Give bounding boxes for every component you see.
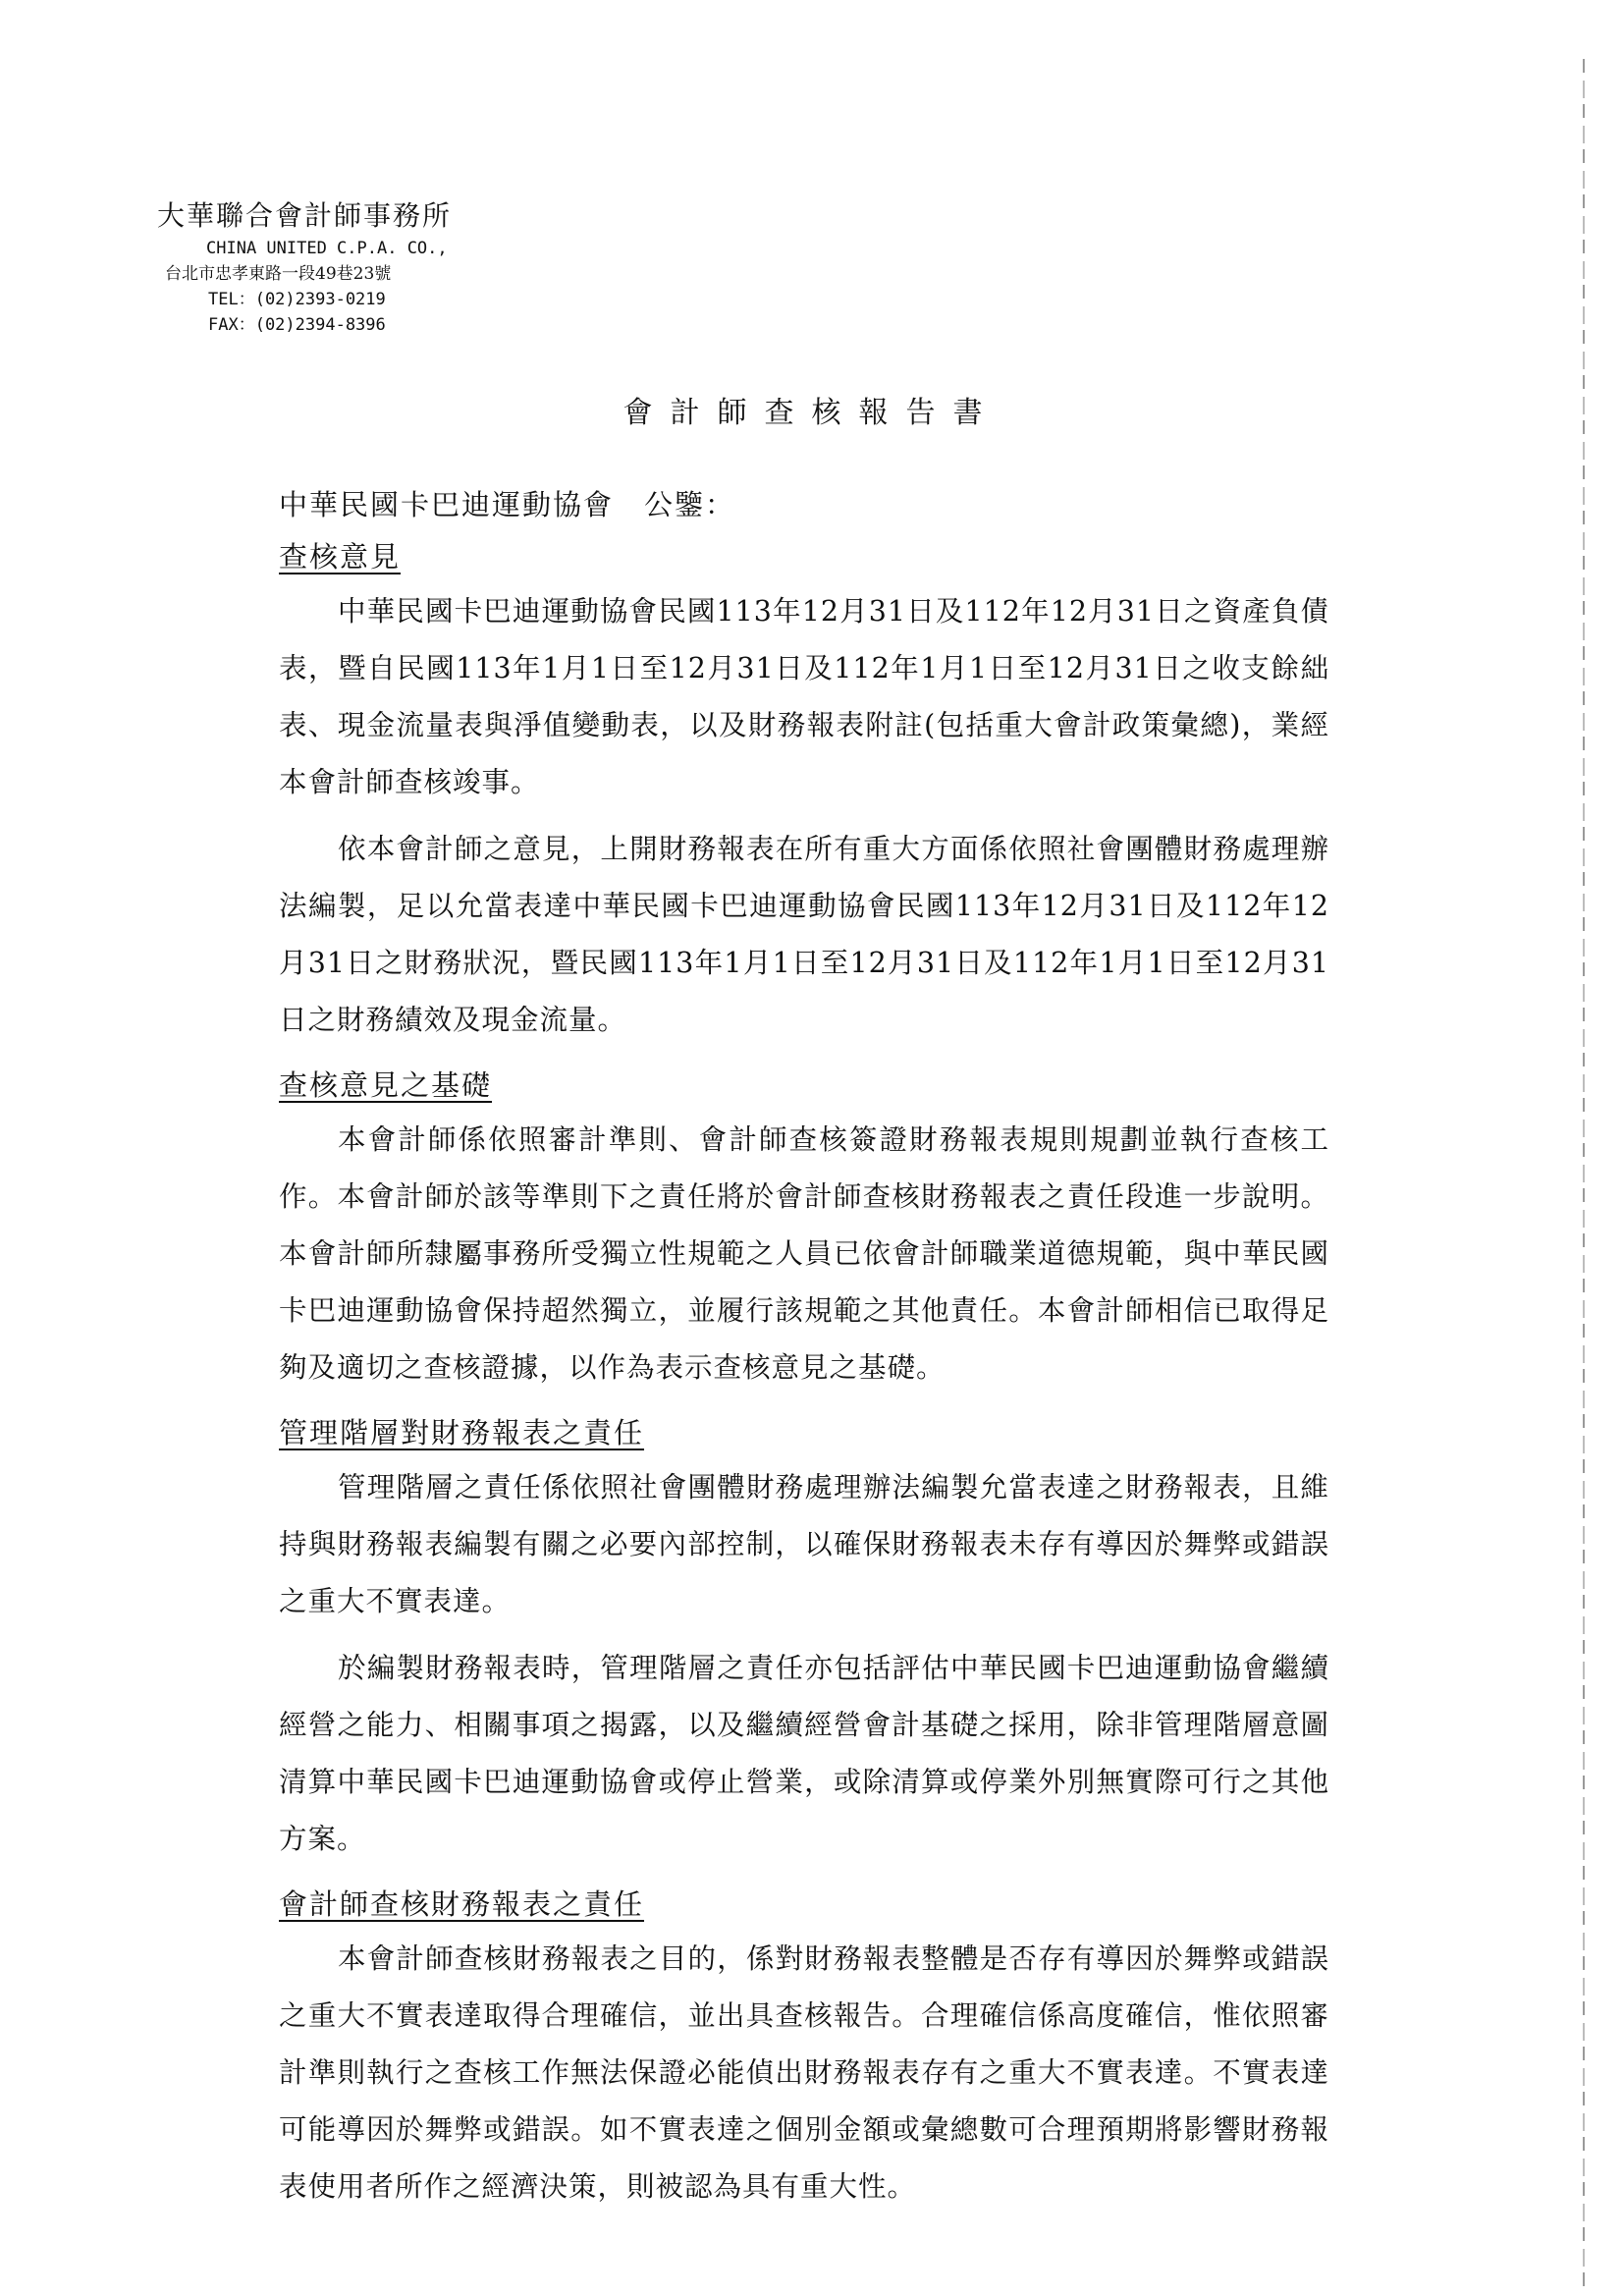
- section-auditor-responsibility: [279, 1878, 1329, 2215]
- firm-fax: FAX：(02)2394-8396: [208, 315, 386, 335]
- section-management-responsibility: [279, 1406, 1329, 1868]
- section-heading: 會計師查核財務報表之責任: [279, 1887, 645, 1921]
- addressee: 中華民國卡巴迪運動協會 公鑒：: [279, 488, 736, 521]
- firm-telephone: TEL：(02)2393-0219: [208, 290, 386, 309]
- firm-address: 台北市忠孝東路一段49巷23號: [165, 264, 392, 284]
- paragraph: 本會計師係依照審計準則、會計師查核簽證財務報表規則規劃並執行查核工作。本會計師於該等準則下之責任將於會計師查核財務報表之責任段進一步說明。本會計師所隸屬事務所受獨立性規範之人員已依會計師職業道德規範，與中華民國卡巴迪運動協會保持超然獨立，並履行該規範之其他責任。本會計師相信已取得足夠及適切之查核證據，以作為表示查核意見之基礎。: [279, 1123, 1329, 1384]
- paragraph: 於編製財務報表時，管理階層之責任亦包括評估中華民國卡巴迪運動協會繼續經營之能力、相關事項之揭露，以及繼續經營會計基礎之採用，除非管理階層意圖清算中華民國卡巴迪運動協會或停止營業，或除清算或停業外別無實際可行之其他方案。: [279, 1652, 1329, 1855]
- firm-letterhead: [157, 196, 452, 338]
- section-audit-opinion: [279, 530, 1329, 1049]
- paragraph: 管理階層之責任係依照社會團體財務處理辦法編製允當表達之財務報表，且維持與財務報表編製有關之必要內部控制，以確保財務報表未存有導因於舞弊或錯誤之重大不實表達。: [279, 1471, 1329, 1617]
- firm-name-english: CHINA UNITED C.P.A. CO.,: [206, 239, 448, 258]
- section-heading: 查核意見之基礎: [279, 1068, 493, 1102]
- report-title: 會計師查核報告書: [622, 396, 1001, 430]
- firm-name: 大華聯合會計師事務所: [157, 199, 453, 232]
- report-body: [279, 479, 1329, 2225]
- paragraph: 本會計師查核財務報表之目的，係對財務報表整體是否存有導因於舞弊或錯誤之重大不實表達取得合理確信，並出具查核報告。合理確信係高度確信，惟依照審計準則執行之查核工作無法保證必能偵出財務報表存有之重大不實表達。不實表達可能導因於舞弊或錯誤。如不實表達之個別金額或彙總數可合理預期將影響財務報表使用者所作之經濟決策，則被認為具有重大性。: [279, 1942, 1329, 2203]
- section-heading: 查核意見: [279, 540, 402, 574]
- section-heading: 管理階層對財務報表之責任: [279, 1416, 645, 1449]
- paragraph: 中華民國卡巴迪運動協會民國113年12月31日及112年12月31日之資產負債表，暨自民國113年1月1日至12月31日及112年1月1日至12月31日之收支餘絀表、現金流量表與淨值變動表，以及財務報表附註(包括重大會計政策彙總)，業經本會計師查核竣事。: [279, 595, 1329, 798]
- section-basis-for-opinion: [279, 1059, 1329, 1396]
- paragraph: 依本會計師之意見，上開財務報表在所有重大方面係依照社會團體財務處理辦法編製，足以允當表達中華民國卡巴迪運動協會民國113年12月31日及112年12月31日之財務狀況，暨民國113年1月1日至12月31日及112年1月1日至12月31日之財務績效及現金流量。: [279, 833, 1329, 1036]
